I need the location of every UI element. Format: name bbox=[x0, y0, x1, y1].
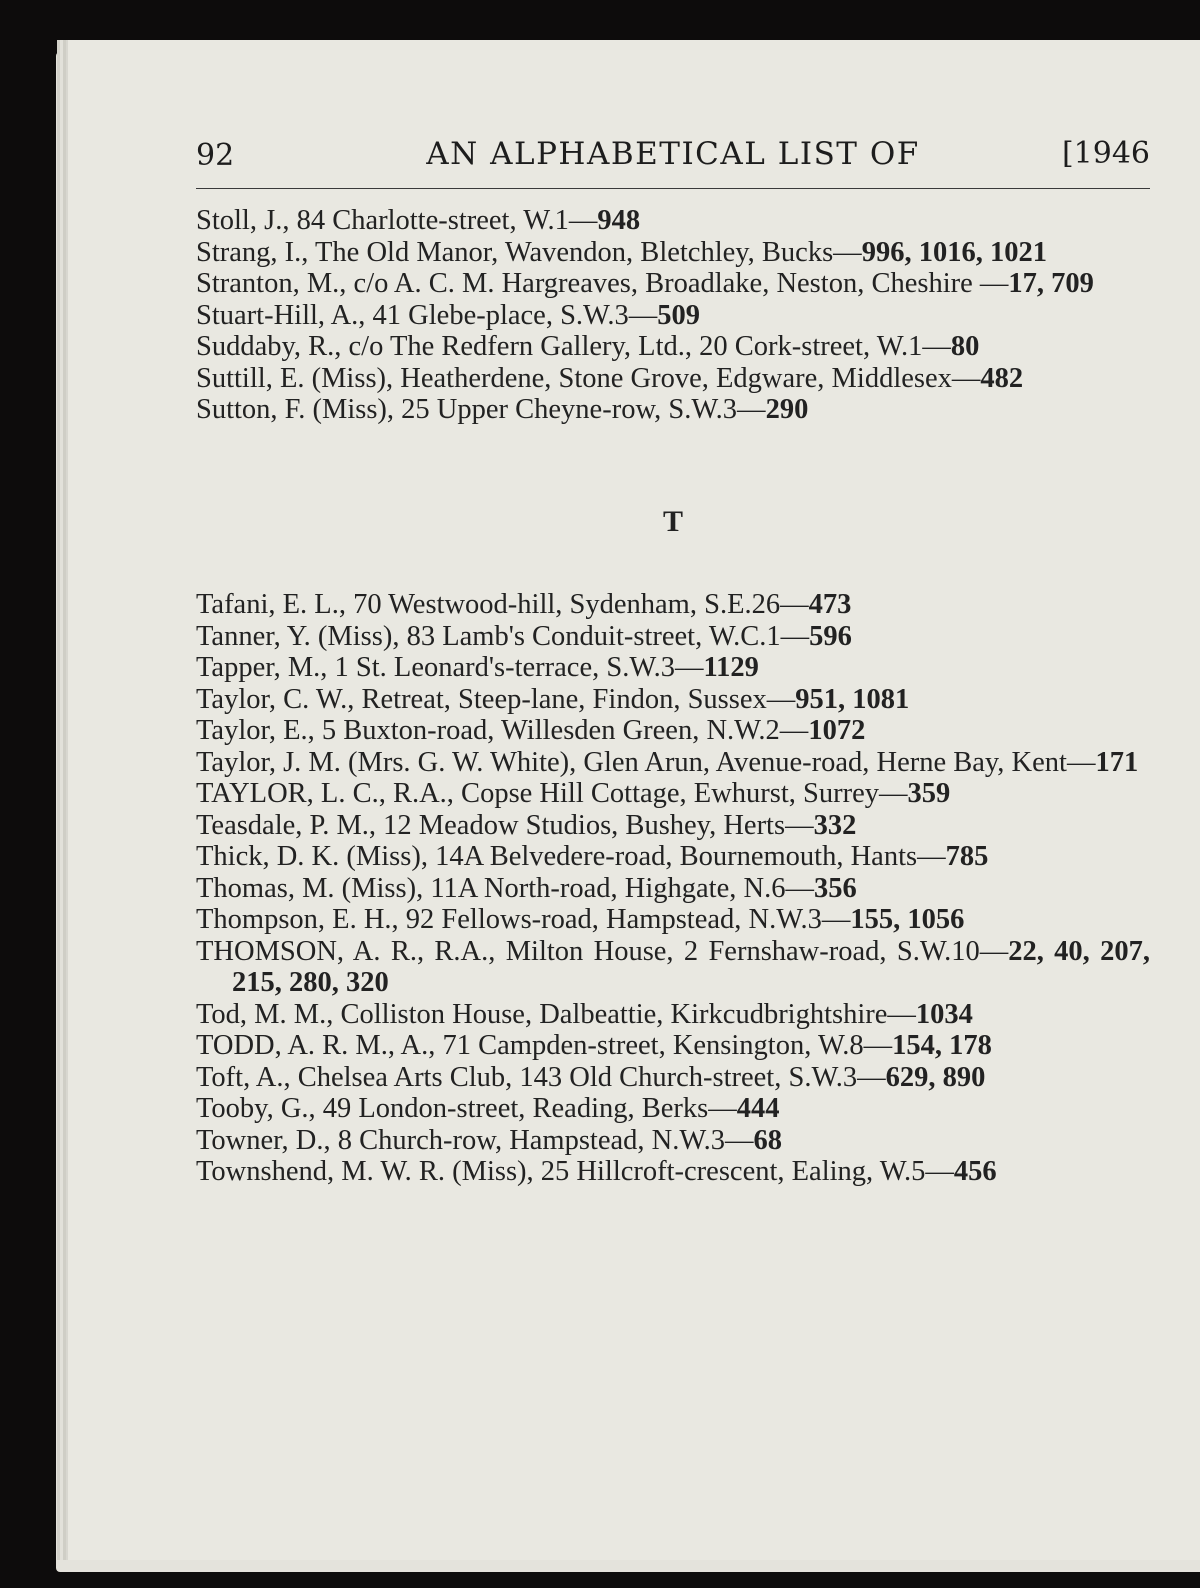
entry-refs: 17, 709 bbox=[1008, 268, 1094, 299]
section-t-list bbox=[196, 589, 1150, 1188]
section-s-list bbox=[196, 205, 1150, 426]
entry-refs: 785 bbox=[945, 841, 989, 872]
entry-text: Strang, I., The Old Manor, Wavendon, Bletchley, Bucks— bbox=[196, 236, 862, 268]
directory-entry bbox=[196, 331, 1150, 363]
entry-text: Thick, D. K. (Miss), 14A Belvedere-road, Bournemouth, Hants— bbox=[196, 841, 946, 872]
header-rule bbox=[196, 188, 1150, 189]
entry-refs: 80 bbox=[950, 331, 980, 362]
entry-refs: 951, 1081 bbox=[795, 683, 910, 715]
entry-refs: 290 bbox=[765, 394, 809, 425]
entry-text: Thomas, M. (Miss), 11A North-road, Highgate, N.6— bbox=[196, 872, 814, 904]
directory-entry bbox=[196, 936, 1150, 999]
directory-entry bbox=[196, 1030, 1150, 1062]
entry-refs: 996, 1016, 1021 bbox=[861, 236, 1047, 268]
entry-text: THOMSON, A. R., R.A., Milton House, 2 Fernshaw-road, S.W.10— bbox=[196, 935, 1009, 967]
directory-entry bbox=[196, 1156, 1150, 1188]
directory-entry bbox=[196, 621, 1150, 653]
entry-text: Stuart-Hill, A., 41 Glebe-place, S.W.3— bbox=[196, 299, 658, 331]
entry-refs: 359 bbox=[907, 778, 951, 809]
directory-entry bbox=[196, 810, 1150, 842]
directory-entry bbox=[196, 652, 1150, 684]
entry-text: Teasdale, P. M., 12 Meadow Studios, Bushey, Herts— bbox=[196, 809, 814, 841]
entry-text: Taylor, C. W., Retreat, Steep-lane, Findon, Sussex— bbox=[196, 683, 796, 715]
directory-entry bbox=[196, 873, 1150, 905]
section-letter: T bbox=[662, 504, 683, 538]
running-title: AN ALPHABETICAL LIST OF bbox=[426, 136, 920, 172]
entry-refs: 629, 890 bbox=[885, 1061, 986, 1093]
entry-text: Sutton, F. (Miss), 25 Upper Cheyne-row, S.W.3— bbox=[196, 394, 766, 425]
entry-text: Tod, M. M., Colliston House, Dalbeattie, Kirkcudbrightshire— bbox=[196, 998, 916, 1030]
directory-entry bbox=[196, 589, 1150, 621]
directory-entry bbox=[196, 237, 1150, 269]
entry-text: Tapper, M., 1 St. Leonard's-terrace, S.W.3— bbox=[196, 652, 704, 683]
entry-list bbox=[196, 205, 1150, 1188]
directory-entry bbox=[196, 268, 1150, 300]
entry-refs: 509 bbox=[657, 299, 700, 331]
entry-refs: 68 bbox=[753, 1124, 783, 1156]
entry-refs: 1034 bbox=[915, 998, 973, 1030]
directory-entry bbox=[196, 394, 1150, 426]
entry-text: Suddaby, R., c/o The Redfern Gallery, Ltd., 20 Cork-street, W.1— bbox=[196, 331, 951, 362]
entry-refs: 1129 bbox=[703, 652, 759, 683]
entry-refs: 154, 178 bbox=[892, 1030, 992, 1061]
entry-text: Suttill, E. (Miss), Heatherdene, Stone Grove, Edgware, Middlesex— bbox=[196, 362, 981, 394]
entry-refs: 332 bbox=[813, 809, 857, 841]
directory-entry bbox=[196, 999, 1150, 1031]
entry-text: TODD, A. R. M., A., 71 Campden-street, Kensington, W.8— bbox=[196, 1030, 893, 1061]
entry-text: Toft, A., Chelsea Arts Club, 143 Old Church-street, S.W.3— bbox=[196, 1061, 886, 1093]
entry-text: Taylor, J. M. (Mrs. G. W. White), Glen Arun, Avenue-road, Herne Bay, Kent— bbox=[196, 746, 1096, 778]
entry-refs: 22, 40, 207, 215, 280, 320 bbox=[232, 935, 1150, 998]
entry-text: Taylor, E., 5 Buxton-road, Willesden Green, N.W.2— bbox=[196, 715, 809, 746]
year: [1946 bbox=[1061, 136, 1150, 171]
entry-text: Stoll, J., 84 Charlotte-street, W.1— bbox=[196, 205, 598, 236]
entry-refs: 171 bbox=[1095, 746, 1139, 778]
entry-text: Tooby, G., 49 London-street, Reading, Berks— bbox=[196, 1093, 737, 1124]
entry-text: Stranton, M., c/o A. C. M. Hargreaves, Broadlake, Neston, Cheshire — bbox=[196, 268, 1009, 299]
directory-entry bbox=[196, 1125, 1150, 1157]
directory-entry bbox=[196, 747, 1150, 779]
entry-refs: 155, 1056 bbox=[850, 904, 965, 935]
directory-entry bbox=[196, 715, 1150, 747]
entry-text: Tafani, E. L., 70 Westwood-hill, Sydenham, S.E.26— bbox=[196, 589, 809, 620]
entry-refs: 596 bbox=[809, 620, 852, 652]
directory-entry bbox=[196, 841, 1150, 873]
directory-entry bbox=[196, 1062, 1150, 1094]
entry-refs: 356 bbox=[813, 872, 857, 904]
entry-text: Townshend, M. W. R. (Miss), 25 Hillcroft-crescent, Ealing, W.5— bbox=[196, 1156, 954, 1187]
directory-entry bbox=[196, 1093, 1150, 1125]
directory-entry bbox=[196, 684, 1150, 716]
entry-text: Towner, D., 8 Church-row, Hampstead, N.W.3— bbox=[196, 1124, 754, 1156]
directory-entry bbox=[196, 363, 1150, 395]
page-number: 92 bbox=[196, 138, 235, 173]
entry-refs: 473 bbox=[808, 589, 852, 620]
directory-entry bbox=[196, 205, 1150, 237]
entry-refs: 948 bbox=[597, 205, 641, 236]
directory-entry bbox=[196, 300, 1150, 332]
entry-refs: 444 bbox=[736, 1093, 780, 1124]
entry-text: Tanner, Y. (Miss), 83 Lamb's Conduit-street, W.C.1— bbox=[196, 620, 810, 652]
page-header bbox=[196, 130, 1150, 186]
directory-entry bbox=[196, 778, 1150, 810]
entry-refs: 456 bbox=[953, 1156, 997, 1187]
entry-refs: 482 bbox=[980, 362, 1024, 394]
entry-refs: 1072 bbox=[808, 715, 866, 746]
entry-text: TAYLOR, L. C., R.A., Copse Hill Cottage, Ewhurst, Surrey— bbox=[196, 778, 908, 809]
entry-text: Thompson, E. H., 92 Fellows-road, Hampstead, N.W.3— bbox=[196, 904, 851, 935]
directory-entry bbox=[196, 904, 1150, 936]
